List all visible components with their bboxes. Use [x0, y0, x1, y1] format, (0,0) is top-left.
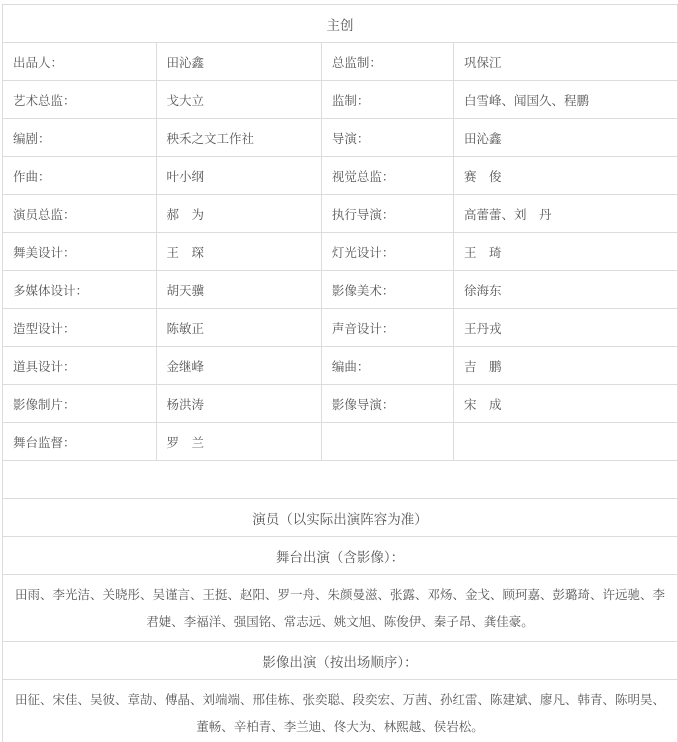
person-name: 叶小纲 [156, 157, 321, 195]
role-label: 灯光设计： [321, 233, 453, 271]
role-label: 编曲： [321, 347, 453, 385]
person-name: 秧禾之文工作社 [156, 119, 321, 157]
credit-row [3, 423, 678, 461]
role-label: 道具设计： [3, 347, 157, 385]
credit-row [3, 385, 678, 423]
role-label: 演员总监： [3, 195, 157, 233]
person-name: 巩保江 [454, 43, 678, 81]
section-title: 主创 [3, 5, 678, 43]
spacer-cell [3, 461, 678, 499]
film-names: 田征、宋佳、吴彼、章劼、傅晶、刘端端、邢佳栋、张奕聪、段奕宏、万茜、孙红雷、陈建斌、廖凡、韩青、陈明昊、董畅、辛柏青、李兰迪、佟大为、林熙越、侯岩松。 [3, 680, 678, 742]
person-name: 宋 成 [454, 385, 678, 423]
role-label: 艺术总监： [3, 81, 157, 119]
cast-title: 演员（以实际出演阵容为准） [3, 499, 678, 537]
role-label: 出品人： [3, 43, 157, 81]
person-name: 王丹戎 [454, 309, 678, 347]
film-title-row [3, 642, 678, 680]
person-name [454, 423, 678, 461]
role-label: 声音设计： [321, 309, 453, 347]
person-name: 陈敏正 [156, 309, 321, 347]
role-label: 影像美术： [321, 271, 453, 309]
person-name: 田沁鑫 [156, 43, 321, 81]
person-name: 金继峰 [156, 347, 321, 385]
film-names-row [3, 680, 678, 742]
person-name: 王 琦 [454, 233, 678, 271]
role-label: 导演： [321, 119, 453, 157]
person-name: 徐海东 [454, 271, 678, 309]
credit-row [3, 233, 678, 271]
stage-title-row [3, 537, 678, 575]
credit-row [3, 195, 678, 233]
role-label: 舞台监督： [3, 423, 157, 461]
section-header-row [3, 5, 678, 43]
role-label: 监制： [321, 81, 453, 119]
credit-row [3, 157, 678, 195]
credit-row [3, 347, 678, 385]
credit-row [3, 119, 678, 157]
spacer-row [3, 461, 678, 499]
person-name: 杨洪涛 [156, 385, 321, 423]
role-label: 编剧： [3, 119, 157, 157]
person-name: 赛 俊 [454, 157, 678, 195]
role-label: 造型设计： [3, 309, 157, 347]
stage-names: 田雨、李光洁、关晓彤、吴谨言、王挺、赵阳、罗一舟、朱颜曼滋、张露、邓炀、金戈、顾珂嘉、彭璐琦、许远驰、李君婕、李福洋、强国铭、常志远、姚文旭、陈俊伊、秦子昂、龚佳豪。 [3, 575, 678, 642]
person-name: 白雪峰、闻国久、程鹏 [454, 81, 678, 119]
stage-names-row [3, 575, 678, 642]
person-name: 王 琛 [156, 233, 321, 271]
role-label: 舞美设计： [3, 233, 157, 271]
role-label: 执行导演： [321, 195, 453, 233]
role-label: 多媒体设计： [3, 271, 157, 309]
credit-row [3, 271, 678, 309]
cast-title-row [3, 499, 678, 537]
role-label: 作曲： [3, 157, 157, 195]
credit-row [3, 309, 678, 347]
person-name: 高蕾蕾、刘 丹 [454, 195, 678, 233]
credits-table [2, 4, 678, 742]
role-label: 影像导演： [321, 385, 453, 423]
person-name: 吉 鹏 [454, 347, 678, 385]
film-title: 影像出演（按出场顺序）： [3, 642, 678, 680]
role-label [321, 423, 453, 461]
person-name: 田沁鑫 [454, 119, 678, 157]
credit-row [3, 43, 678, 81]
person-name: 戈大立 [156, 81, 321, 119]
role-label: 影像制片： [3, 385, 157, 423]
credit-row [3, 81, 678, 119]
person-name: 郝 为 [156, 195, 321, 233]
person-name: 胡天骥 [156, 271, 321, 309]
role-label: 总监制： [321, 43, 453, 81]
role-label: 视觉总监： [321, 157, 453, 195]
stage-title: 舞台出演（含影像）： [3, 537, 678, 575]
person-name: 罗 兰 [156, 423, 321, 461]
